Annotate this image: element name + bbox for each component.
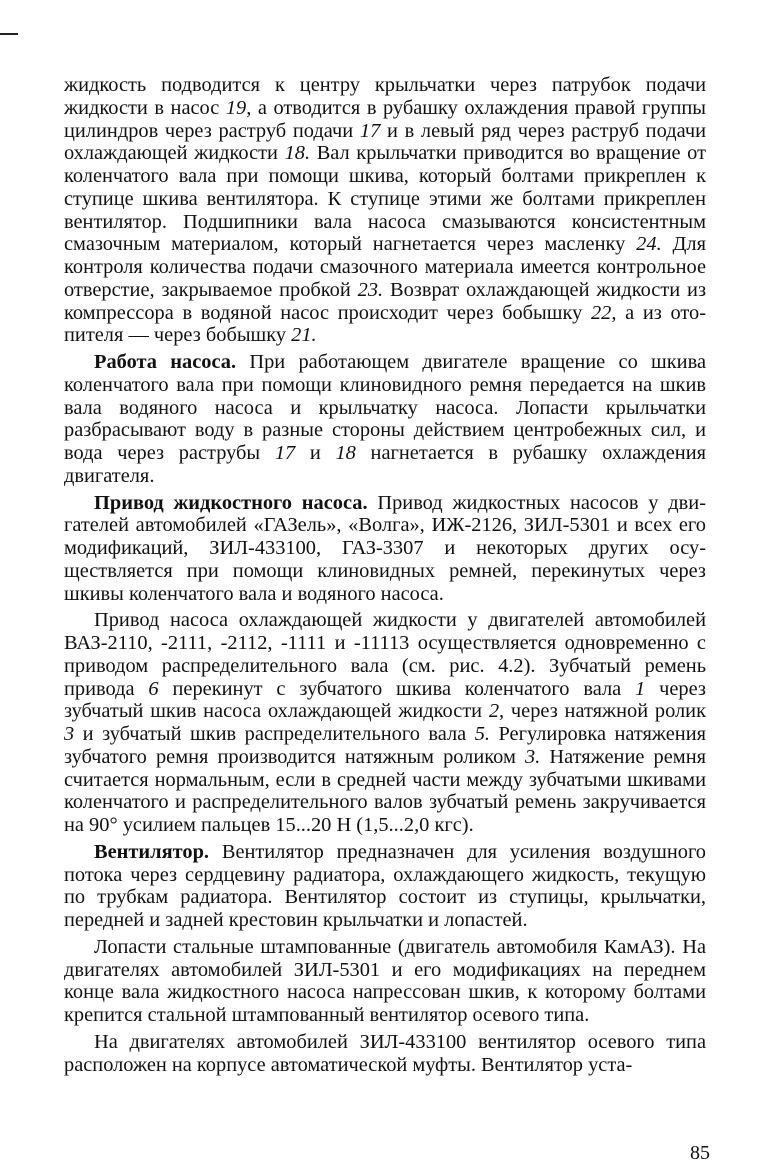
run-reference-number: 19 <box>225 96 247 119</box>
paragraph <box>64 609 706 837</box>
run-reference-number: 6 <box>148 677 159 700</box>
run-text: При работающем двигателе вращение со шкива коленчатого вала при помощи клиновидного ремня передается на шкив вала водяного насоса и крыльчатку насоса. Лопасти крыльчатки разбрасывают воду в разные стороны действием центробежных сил, и вода через раструбы <box>64 351 706 464</box>
run-text: Лопасти стальные штампованные (двигатель автомобиля КамАЗ). На двигателях автомобилей ЗИЛ-5301 и его модификациях на переднем конце вала жидкостного насоса напрессован шкив, к которому болтами крепится стальной штампованный вентилятор осевого типа. <box>64 935 706 1026</box>
paragraph <box>64 351 706 488</box>
paragraph <box>64 492 706 606</box>
run-heading: Работа насоса. <box>94 351 237 373</box>
run-text: и <box>295 442 336 464</box>
run-text: перекинут с зубчатого шкива коленчатого вала <box>158 677 636 700</box>
run-text: Возврат охлаждающей жидкости из компрессора в водяной насос происходит через бобышку <box>64 278 706 324</box>
run-reference-number: 1 <box>635 677 646 700</box>
run-reference-number: 17 <box>274 442 296 464</box>
body-text <box>64 74 706 1076</box>
paragraph <box>64 841 706 932</box>
paragraph <box>64 1031 706 1077</box>
run-reference-number: 2, <box>488 700 505 723</box>
scan-corner-mark <box>0 33 18 35</box>
run-reference-number: 24. <box>636 233 662 256</box>
page-number: 85 <box>690 1142 710 1164</box>
run-reference-number: 18. <box>284 142 311 165</box>
run-reference-number: 5. <box>474 723 490 745</box>
run-reference-number: 21. <box>291 324 317 347</box>
run-text: Привод насоса охлаждающей жидкости у двигателей автомобилей ВАЗ-2110, -2111, -2112, -1111 и -11113 осуществляется одновременно с приводом распределительного вала (см. рис. 4.2). Зубчатый ремень привода <box>64 609 706 700</box>
run-text: а из отопителя — через бобышку <box>64 301 707 347</box>
run-reference-number: 23. <box>357 278 384 301</box>
run-heading: Привод жидкостного насоса. <box>94 491 368 514</box>
run-reference-number: 22, <box>590 301 617 324</box>
paragraph <box>64 936 706 1027</box>
run-text: , а отводится в рубашку охлаждения правой группы цилиндров через раструб подачи <box>64 96 706 142</box>
run-text: Для контроля количества подачи смазочного материала имеется контрольное отверстие, закрываемое пробкой <box>64 233 706 301</box>
run-reference-number: 3. <box>524 745 541 768</box>
run-reference-number: 3 <box>64 723 75 745</box>
paragraph <box>64 74 706 347</box>
run-text: Вентилятор предназначен для усиления воздушного потока через сердцевину радиатора, охлаждающего жидкость, текущую по трубкам радиатора. Вентилятор состоит из ступицы, крыльчатки, передней и задней крестовин крыльчатки и лопастей. <box>64 840 706 931</box>
run-text: Вал крыльчатки приводится во вращение от коленчатого вала при помощи шкива, который болтами прикреплен к ступице шкива вентилятора. К ступице этими же болтами прикреплен вентилятор. Подшипники вала насоса смазываются консистентным смазочным материалом, который нагнетается через масленку <box>64 142 706 256</box>
run-text: Регулировка натяжения зубчатого ремня производится натяжным роликом <box>64 723 707 768</box>
run-text: и в левый ряд через раструб подачи охлаждающей жидкости <box>64 119 706 165</box>
run-text: Натяжение ремня считается нормальным, если в средней части между зубчатыми шкивами коленчатого и распределительного валов зубчатый ремень закручивается на 90° усилием пальцев 15...20 Н (1,5...2,0 кгс). <box>64 745 706 836</box>
run-text: На двигателях автомобилей ЗИЛ-433100 вентилятор осевого типа расположен на корпусе автоматической муфты. Вентилятор уста- <box>64 1030 706 1076</box>
run-reference-number: 17 <box>359 119 381 142</box>
run-text: Привод жидкостных насосов у двигателей автомобилей «ГАЗель», «Волга», ИЖ-2126, ЗИЛ-5301 и всех его модификаций, ЗИЛ-433100, ГАЗ-3307 и некоторых других осуществляется при помощи клиновидных ремней, перекинутых через шкивы коленчатого вала и водяного насоса. <box>64 491 706 605</box>
run-heading: Вентилятор. <box>94 840 210 863</box>
run-text: через натяжной ролик <box>504 700 706 723</box>
run-text: через зубчатый шкив насоса охлаждающей жидкости <box>64 677 706 723</box>
run-reference-number: 18 <box>335 442 356 464</box>
run-text: нагнетается в рубашку охлаждения двигателя. <box>64 442 706 487</box>
run-text: и зубчатый шкив распределительного вала <box>74 723 475 745</box>
run-text: жидкость подводится к центру крыльчатки через патрубок подачи жидкости в насос <box>64 74 706 119</box>
